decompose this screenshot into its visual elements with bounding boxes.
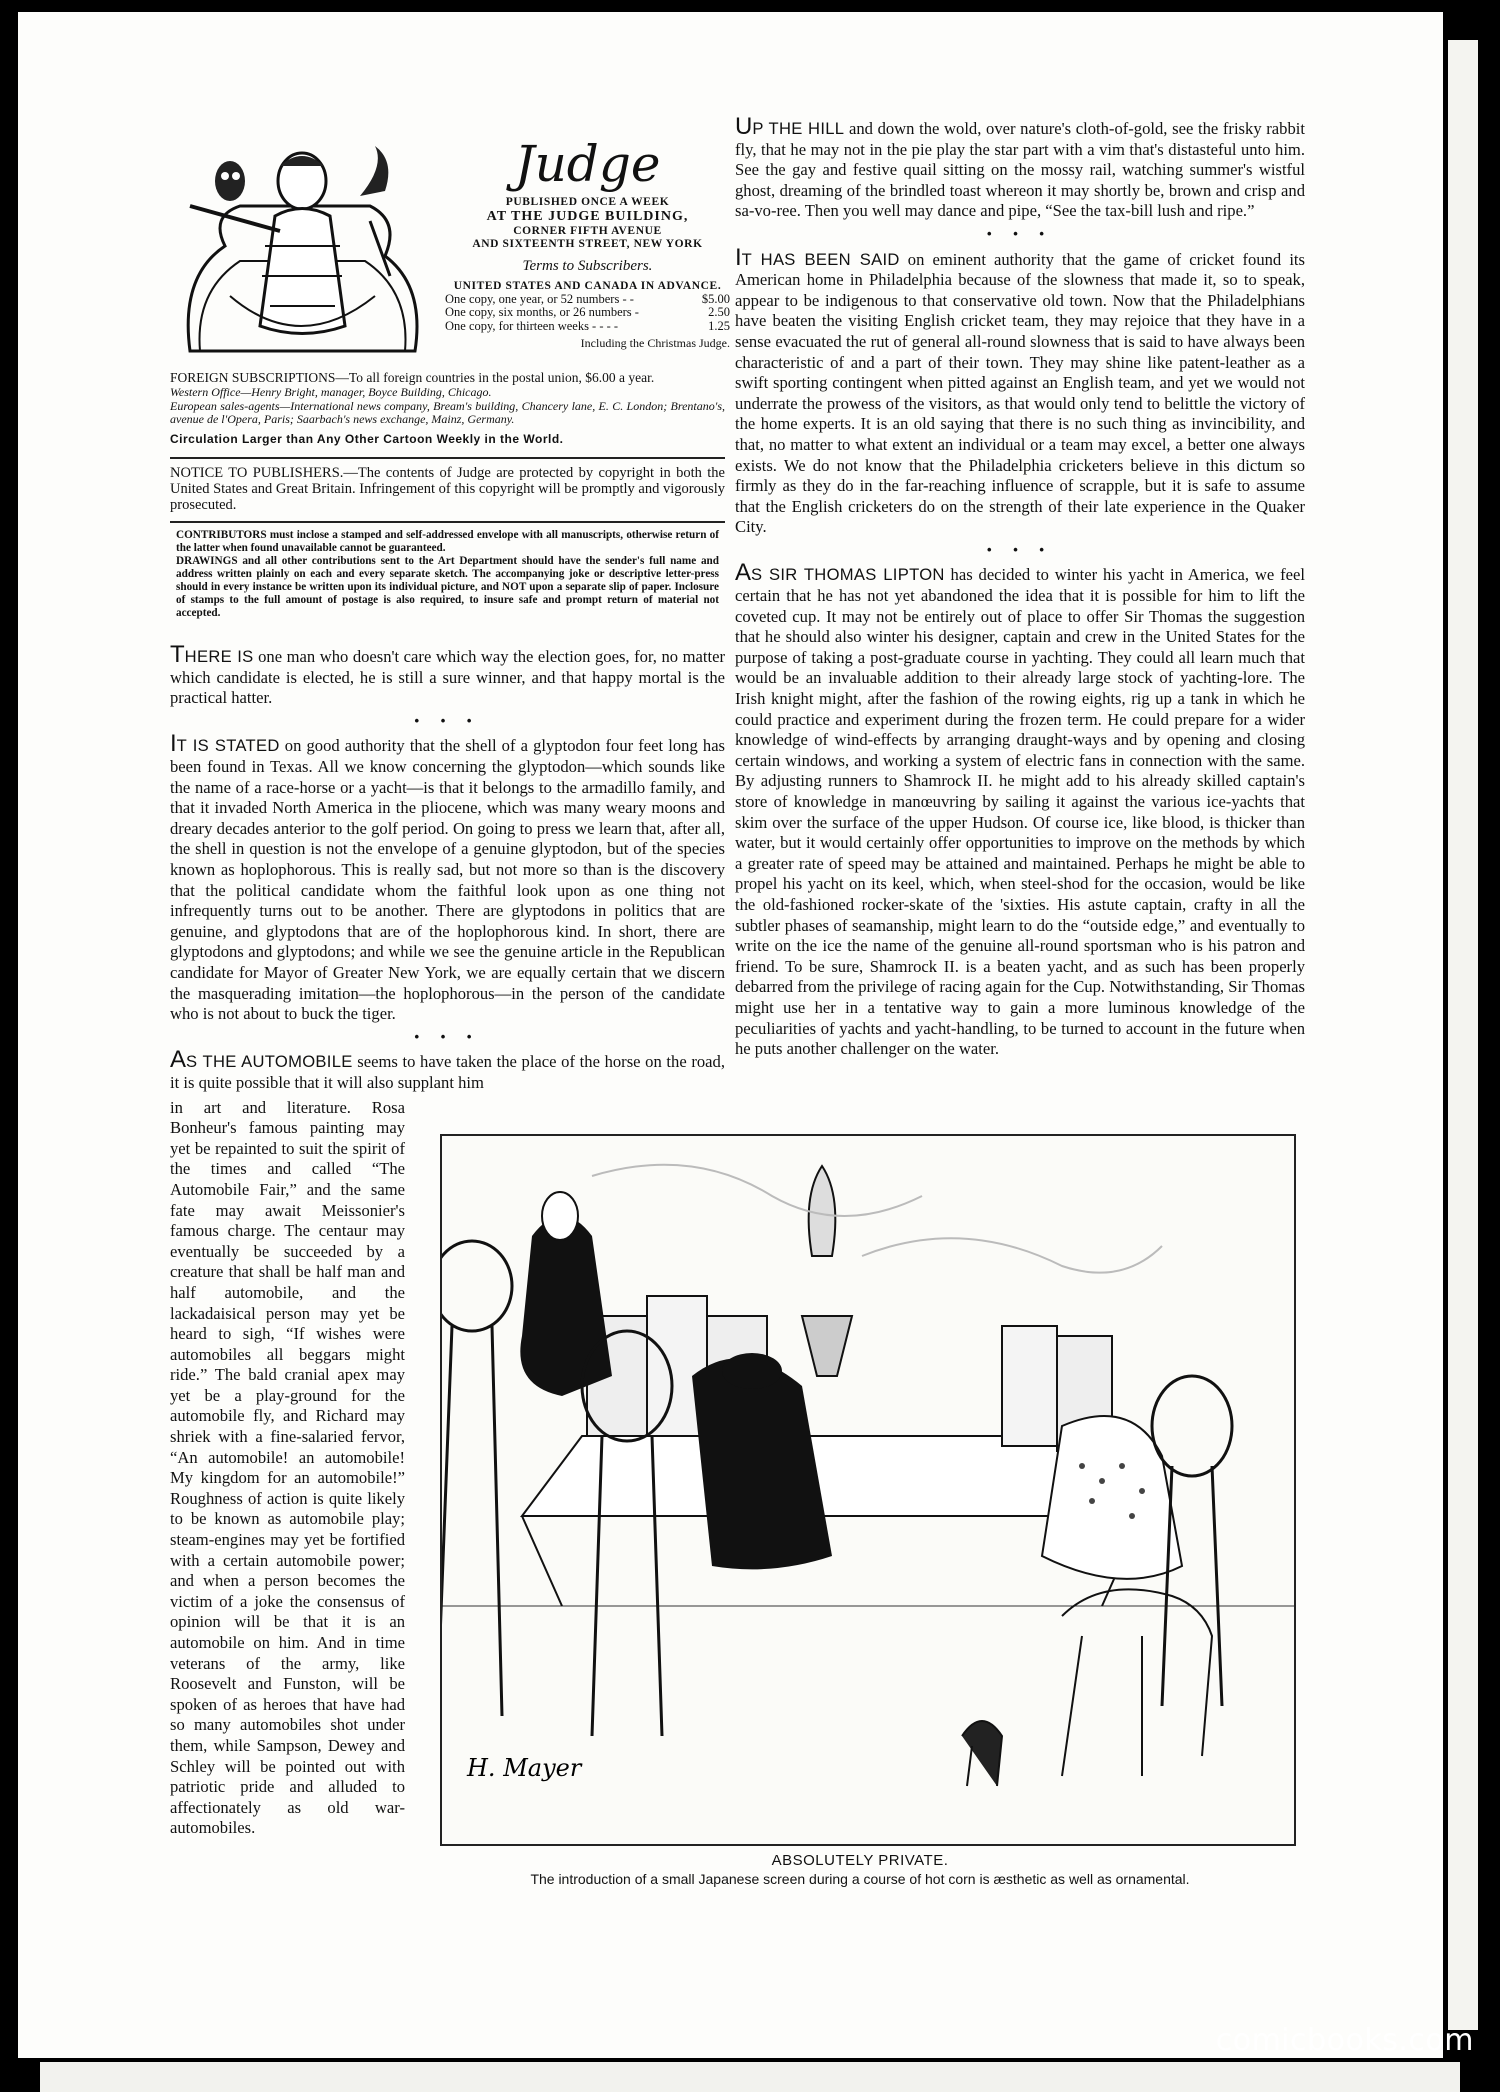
- masthead: [170, 126, 730, 366]
- article-hill: UP THE HILL and down the wold, over nature's cloth-of-gold, see the frisky rabbit fly, that he may not in the pie play the star part with a vim that's distasteful unto him. See the gay and festive quail sitting on the mossy rail, watching summer's wistful ghost, dreaming of the brindled toast whereon it may shortly be, brown and crisp and sa-vo-ree. Then you well may dance and pipe, “See the tax-bill lush and ripe.”: [735, 113, 1305, 221]
- divider: [170, 457, 725, 459]
- foreign-subscriptions: FOREIGN SUBSCRIPTIONS—To all foreign countries in the postal union, $6.00 a year.: [170, 370, 655, 385]
- article-automobile-intro: AS THE AUTOMOBILE seems to have taken the place of the horse on the road, it is quite possible that it will also supplant him: [170, 1046, 725, 1092]
- cartoon-illustration: [440, 1134, 1296, 1846]
- drawings-note: DRAWINGS and all other contributions sent to the Art Department should have the sender's full name and address written plainly on each and every separate sketch. The accompanying joke or descriptive letter-press should in every instance be written upon its individual picture, and NOT upon a separate slip of paper. Inclosure of stamps to the full amount of postage is also required, to insure safe and prompt return of material not accepted.: [176, 555, 719, 620]
- publication-frequency: PUBLISHED ONCE A WEEK: [505, 196, 670, 208]
- contributors-note: CONTRIBUTORS must inclose a stamped and self-addressed envelope with all manuscripts, otherwise return of the latter when found unavailable cannot be guaranteed.: [176, 529, 719, 555]
- rate-row: One copy, one year, or 52 numbers - - $5.00: [445, 291, 730, 306]
- article-hatter: THERE IS one man who doesn't care which way the election goes, for, no matter which candidate is elected, he is still a sure winner, and that happy mortal is the practical hatter.: [170, 641, 725, 708]
- next-page-edge: [40, 2062, 1460, 2092]
- masthead-title: Judge: [514, 135, 661, 193]
- cartoon-caption: [420, 1852, 1300, 1887]
- separator: • • •: [414, 1028, 481, 1044]
- right-column: [735, 113, 1305, 1064]
- watermark: comicbooks.com: [1215, 2023, 1474, 2058]
- rate-row: One copy, six months, or 26 numbers - 2.50: [445, 305, 730, 320]
- circulation-claim: Circulation Larger than Any Other Cartoon Weekly in the World.: [170, 431, 564, 446]
- notice-to-publishers: NOTICE TO PUBLISHERS.—The contents of Judge are protected by copyright in both the United States and Great Britain. Infringement of this copyright will be promptly and vigorously prosecuted.: [170, 465, 725, 514]
- article-glyptodon: IT IS STATED on good authority that the shell of a glyptodon four feet long has been found in Texas. All we know concerning the glyptodon—which sounds like the name of a race-horse or a yacht—is that it belongs to the armadillo family, and that it invaded North America in the pliocene, which was many weary moons and dreary decades anterior to the golf period. On going to press we learn that, after all, the shell in question is not the envelope of a genuine glyptodon, but of the species known as hoplophorous. This is really sad, but not more so than is the discovery that the political candidate whom the faithful look upon as one thing not infrequently turns out to be another. There are glyptodons in politics that are genuine, and glyptodons that are of the hoplophorous kind. In short, there are glyptodons and glyptodons; and while we see the genuine article in the Republican candidate for Mayor of Greater New York, we are equally certain that we discern the masquerading imitation—the hoplophorous—in the person of the candidate who is not about to buck the tiger.: [170, 730, 726, 1024]
- address-line-2: AND SIXTEENTH STREET, NEW YORK: [472, 238, 703, 250]
- masthead-info: [445, 126, 730, 354]
- separator: • • •: [987, 541, 1053, 557]
- rate-note: Including the Christmas Judge.: [580, 336, 730, 351]
- separator: • • •: [414, 712, 481, 728]
- address-line-1: CORNER FIFTH AVENUE: [513, 225, 662, 237]
- advance-note: UNITED STATES AND CANADA IN ADVANCE.: [453, 279, 722, 292]
- article-lipton: AS SIR THOMAS LIPTON has decided to winter his yacht in America, we feel certain that he has not yet abandoned the idea that it is possible for him to lift the coveted cup. It may not be entirely out of place to offer Sir Thomas the suggestion that he should also winter his designer, captain and crew in the United States for the purpose of taking a post-graduate course in yachting. They could all learn much that would be an invaluable addition to their already large stock of yachting-lore. The Irish knight might, after the fashion of the rowing eights, rig up a tank in which he could practice and experiment during the frozen term. He could prepare for a wider knowledge of wind-effects by arranging draught-ways and by opening and closing certain windows, and working a system of electric fans in connection with the same. By adjusting runners to Shamrock II. he might add to his already skilled captain's store of knowledge in manœuvring by sailing it against the various ice-yachts that skim over the surface of the upper Hudson. Of course ice, like blood, is thicker than water, but it would certainly offer opportunities to improve on the methods by which a greater rate of speed may be attained and maintained. Perhaps he might be able to propel his yacht on its keel, which, when steel-shod for the occasion, would be like the old-fashioned rocker-skate of the 'sixties. His astute captain, crafty in all the subtler phases of seamanship, might learn to do the “outside edge,” and eventually to write on the ice the name of the genuine all-round sportsman who is his patron and friend. To be sure, Shamrock II. is a beaten yacht, and as such has been properly debarred from the privilege of racing again for the Cup. Notwithstanding, Sir Thomas might use her in a tentative way to gain a more luminous knowledge of the peculiarities of yachts and yacht-handling, to be turned to account in the future when he puts another challenger on the water.: [735, 559, 1305, 1059]
- caption-text: The introduction of a small Japanese screen during a course of hot corn is æsthetic as well as ornamental.: [530, 1871, 1190, 1887]
- article-automobile-body: in art and literature. Rosa Bonheur's famous painting may yet be repainted to suit the spirit of the times and called “The Automobile Fair,” and the same fate may await Meissonier's famous charge. The centaur may eventually be succeeded by a creature that shall be half man and half automobile, and the lackadaisical person may yet be heard to sigh, “If wishes were automobiles all beggars might ride.” The bald cranial apex may yet be a play-ground for the automobile fly, and Richard may shriek with a fine-salaried fervor, “An automobile! an automobile! My kingdom for an automobile!” Roughness of action is quite likely to be known as automobile play; steam-engines may yet be fortified with a certain automobile power; and when a person becomes the victim of a joke the consensus of opinion will be that it is an automobile on him. And in time veterans of the army, like Roosevelt and Funston, will be spoken of as heroes that have had so many automobiles shot under them, while Sampson, Dewey and Schley will be pointed out with patriotic pride and alluded to affectionately as old war-automobiles.: [170, 1097, 405, 1838]
- divider: [170, 521, 725, 523]
- article-cricket: IT HAS BEEN SAID on eminent authority that the game of cricket found its American home in Philadelphia because of the slowness that made it, so to speak, appear to be indigenous to that conservative old town. Now that the Philadelphians have beaten the visiting English cricket team, they may rejoice that they have in a sense evacuated the rut of general all-round slowness that is said to have always been characteristic of and a part of their town. They may shine like patent-leather as a swift sporting contingent when pitted against an English team, and yet we would not underrate the prowess of the visitors, as that would only tend to belittle the victory of the home experts. It is an old saying that there is no such thing as invincibility, and that, no matter to what extent an individual or a team may excel, a better one always exists. We do not know that the Philadelphia cricketers believe in this dictum so firmly as they do in the far-reaching influence of scrapple, but it is safe to assume that the English cricketers do on the strength of their late experience in the Quaker City.: [735, 243, 1305, 537]
- masthead-illustration: [170, 126, 435, 366]
- adjacent-page-edge: [1448, 40, 1478, 2030]
- western-office: Western Office—Henry Bright, manager, Boyce Building, Chicago.: [170, 385, 492, 399]
- publication-building: AT THE JUDGE BUILDING,: [486, 209, 689, 224]
- artist-signature: H. Mayer: [467, 1754, 582, 1782]
- separator: • • •: [987, 225, 1053, 241]
- rate-row: One copy, for thirteen weeks - - - - 1.25: [445, 318, 730, 333]
- european-agents: European sales-agents—International news company, Bream's building, Chancery lane, E. C. London; Brentano's, avenue de l'Opera, Paris; Saarbach's news exchange, Mainz, Germany.: [170, 398, 725, 426]
- terms-heading: Terms to Subscribers.: [522, 258, 653, 274]
- caption-title: ABSOLUTELY PRIVATE.: [771, 1852, 949, 1869]
